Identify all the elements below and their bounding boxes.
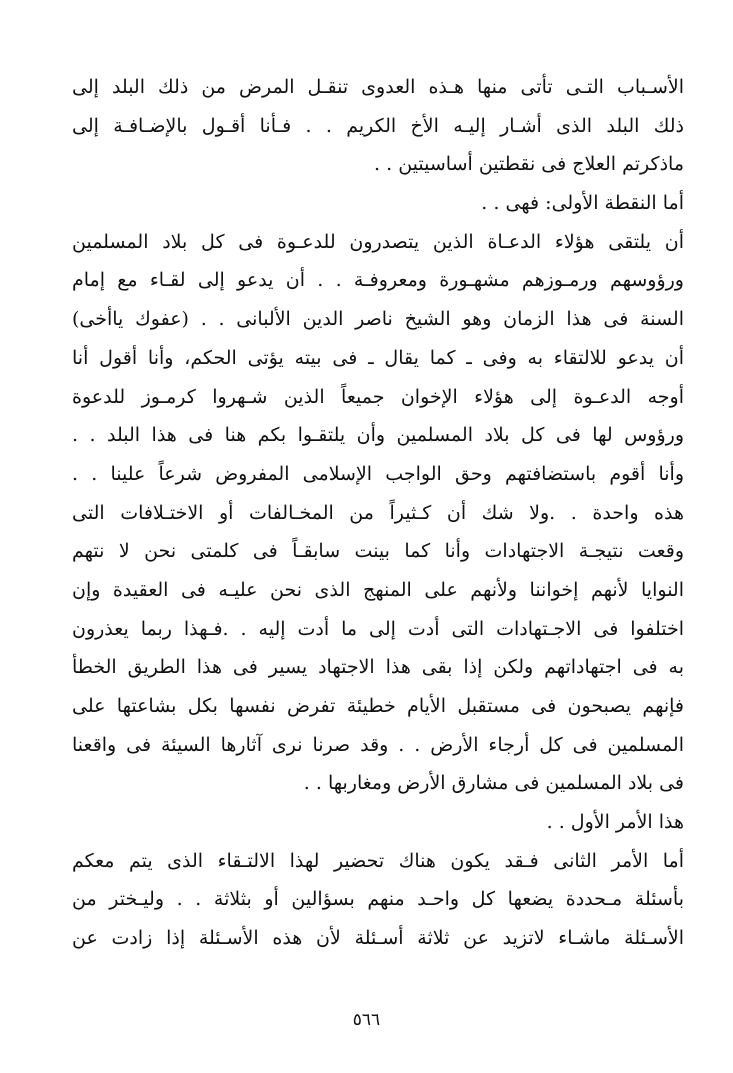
text-line: أوجه الدعـوة إلى هؤلاء الإخوان جميعاً الذين شـهروا كرمـوز للدعوة (72, 385, 684, 408)
text-line: هذا الأمر الأول . . (546, 811, 684, 834)
text-line: السنة فى هذا الزمان وهو الشيخ ناصر الدين الألبانى . . (عفوك ياأخى) (72, 308, 684, 331)
text-line: ورؤوس لها فى كل بلاد المسلمين وأن يلتقـوا بكم هنا فى هذا البلد . . (72, 424, 684, 447)
text-line: أما النقطة الأولى: فهى . . (481, 192, 684, 215)
text-line: به فى اجتهاداتهم ولكن إذا بقى هذا الاجتهاد يسير فى هذا الطريق الخطأ (72, 656, 684, 679)
page-number: ٥٦٦ (352, 1010, 381, 1030)
text-line: النوايا لأنهم إخواننا ولأنهم على المنهج الذى نحن عليـه فى العقيدة وإن (72, 578, 684, 601)
text-line: أن يدعو للالتقاء به وفى ـ كما يقال ـ فى بيته يؤتى الحكم، وأنا أقول أنا (72, 346, 684, 369)
text-line: أن يلتقى هؤلاء الدعـاة الذين يتصدرون للدعـوة فى كل بلاد المسلمين (72, 230, 684, 253)
text-line: وأنا أقوم باستضافتهم وحق الواجب الإسلامى المفروض شرعاً علينا . . (72, 462, 684, 485)
text-line: فى بلاد المسلمين فى مشارق الأرض ومغاربها . . (303, 772, 684, 795)
text-line: المسلمين فى كل أرجاء الأرض . . وقد صرنا نرى آثارها السيئة فى واقعنا (72, 733, 684, 756)
text-line: الأسـباب التـى تأتى منها هـذه العدوى تنقـل المرض من ذلك البلد إلى (72, 76, 684, 98)
text-line: ماذكرتم العلاج فى نقطتين أساسيتين . . (374, 153, 684, 176)
text-line: فإنهم يصبحون فى مستقبل الأيام خطيئة تفرض نفسها بكل بشاعتها على (72, 695, 684, 717)
text-line: وقعت نتيجـة الاجتهادات وأنا كما بينت سابقـاً فى كلمتى نحن لا نتهم (72, 540, 684, 563)
text-line: الأسـئلة ماشـاء لاتزيد عن ثلاثة أسـئلة لأن هذه الأسـئلة إذا زادت عن (72, 927, 684, 950)
text-line: بأسئلة مـحددة يضعها كل واحـد منهم بسؤالين أو بثلاثة . . وليـختر من (72, 888, 684, 911)
text-line: هذه واحدة . .ولا شك أن كـثيراً من المخـالفات أو الاختـلافات التى (72, 501, 684, 524)
text-line: ذلك البلد الذى أشـار إليـه الأخ الكريم . . فـأنا أقـول بالإضـافـة إلى (72, 114, 684, 137)
text-line: ورؤوسهم ورمـوزهم مشهـورة ومعروفـة . . أن يدعو إلى لقـاء مع إمام (72, 269, 684, 292)
text-line: اختلفوا فى الاجـتهادات التى أدت إلى ما أدت إليه . .فـهذا ربما يعذرون (72, 617, 684, 640)
body-text (72, 68, 684, 958)
text-line: أما الأمر الثانى فـقد يكون هناك تحضير لهذا الالتـقاء الذى يتم معكم (72, 849, 684, 872)
